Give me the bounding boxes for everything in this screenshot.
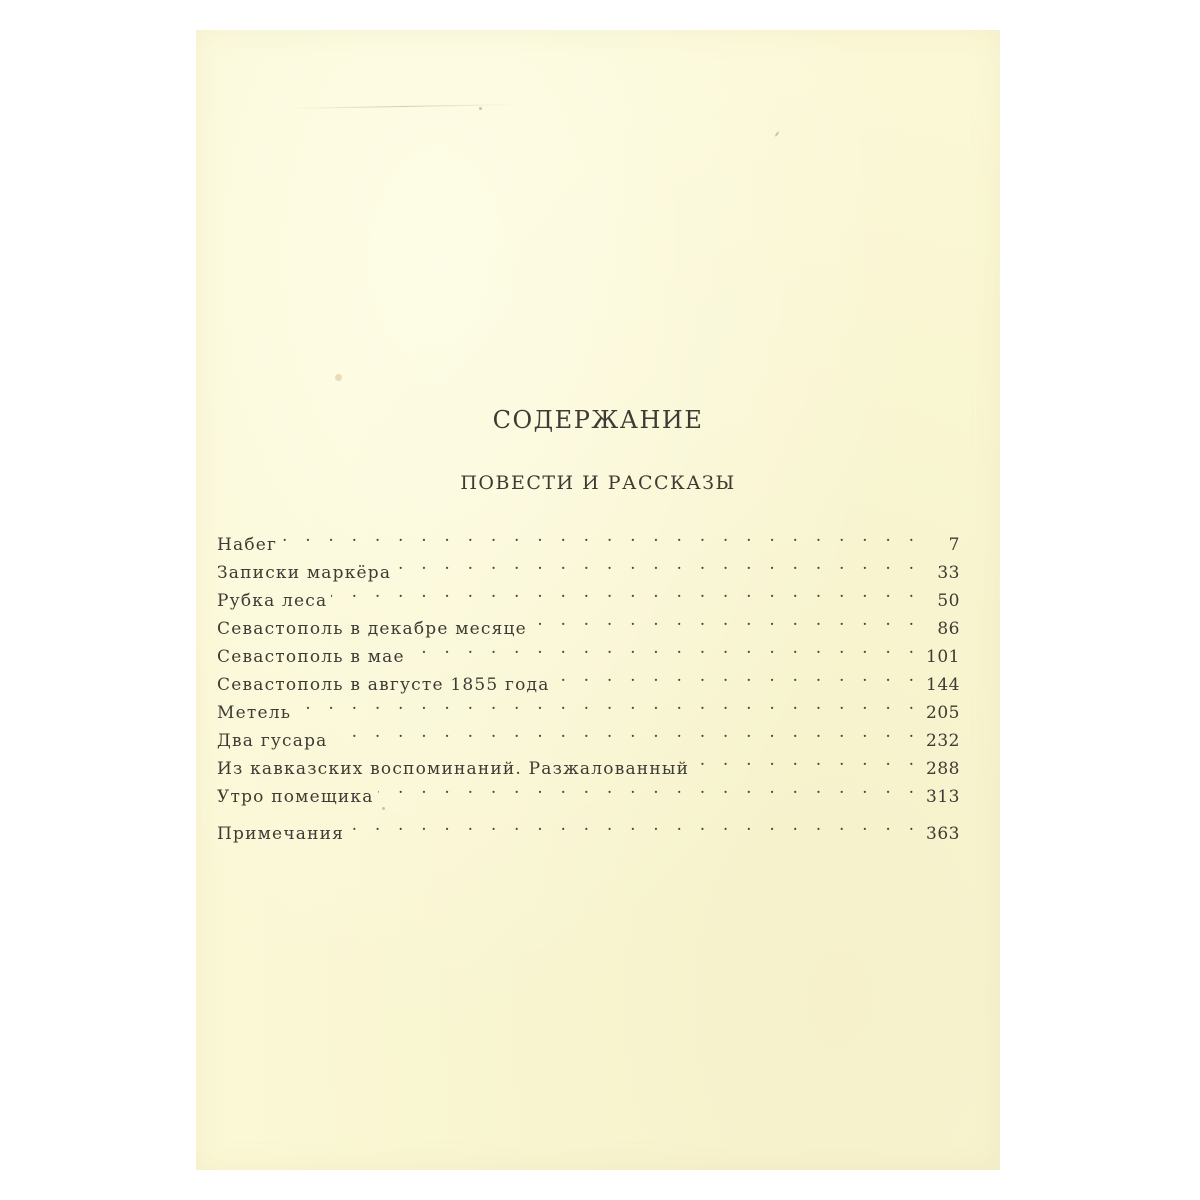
toc-entry-page: 363 (926, 824, 960, 844)
section-title: ПОВЕСТИ И РАССКАЗЫ (460, 472, 736, 494)
toc-entry-page: 101 (926, 647, 960, 667)
dot-leader (554, 662, 914, 690)
dot-leader (331, 578, 914, 606)
toc-entry-title: Севастополь в декабре месяце (217, 619, 527, 639)
toc-entry-page: 205 (926, 703, 960, 723)
toc-entry-page: 7 (948, 535, 960, 555)
book-page (196, 30, 1000, 1170)
dot-leader (395, 550, 914, 578)
toc-entry-title: Метель (217, 703, 292, 723)
paper-speck (479, 107, 482, 110)
toc-entry[interactable] (217, 718, 960, 751)
toc-entry-page: 288 (926, 759, 960, 779)
toc-entry[interactable] (217, 550, 960, 583)
dot-leader (295, 690, 914, 718)
toc-entry-title: Два гусара (217, 731, 328, 751)
toc-entry[interactable] (217, 746, 960, 779)
paper-speck (774, 131, 779, 137)
page-title: СОДЕРЖАНИЕ (492, 406, 704, 434)
dot-leader (348, 811, 914, 839)
toc-entry[interactable] (217, 606, 960, 639)
dot-leader (409, 634, 914, 662)
toc-entry-title: Из кавказских воспоминаний. Разжалованный (217, 759, 690, 779)
dot-leader (531, 606, 914, 634)
toc-entry-page: 86 (937, 619, 960, 639)
toc-entry-page: 313 (926, 787, 960, 807)
toc-entry[interactable] (217, 690, 960, 723)
toc-entry-title: Севастополь в августе 1855 года (217, 675, 550, 695)
toc-entry-title: Севастополь в мае (217, 647, 405, 667)
toc-entry-title: Рубка леса (217, 591, 328, 611)
toc-entry[interactable] (217, 522, 960, 555)
toc-entry-title: Примечания (217, 824, 345, 844)
dot-leader (378, 774, 914, 802)
table-of-contents (217, 522, 960, 844)
toc-entry-page: 232 (926, 731, 960, 751)
dot-leader (332, 718, 914, 746)
toc-entry-notes[interactable] (217, 811, 960, 844)
dot-leader (693, 746, 914, 774)
paper-speck (335, 374, 342, 381)
dot-leader (281, 522, 914, 550)
toc-entry-title: Записки маркёра (217, 563, 392, 583)
toc-entry-page: 144 (926, 675, 960, 695)
toc-entry-page: 33 (937, 563, 960, 583)
toc-entry-title: Утро помещика (217, 787, 374, 807)
toc-entry-title: Набег (217, 535, 278, 555)
toc-entry-page: 50 (937, 591, 960, 611)
